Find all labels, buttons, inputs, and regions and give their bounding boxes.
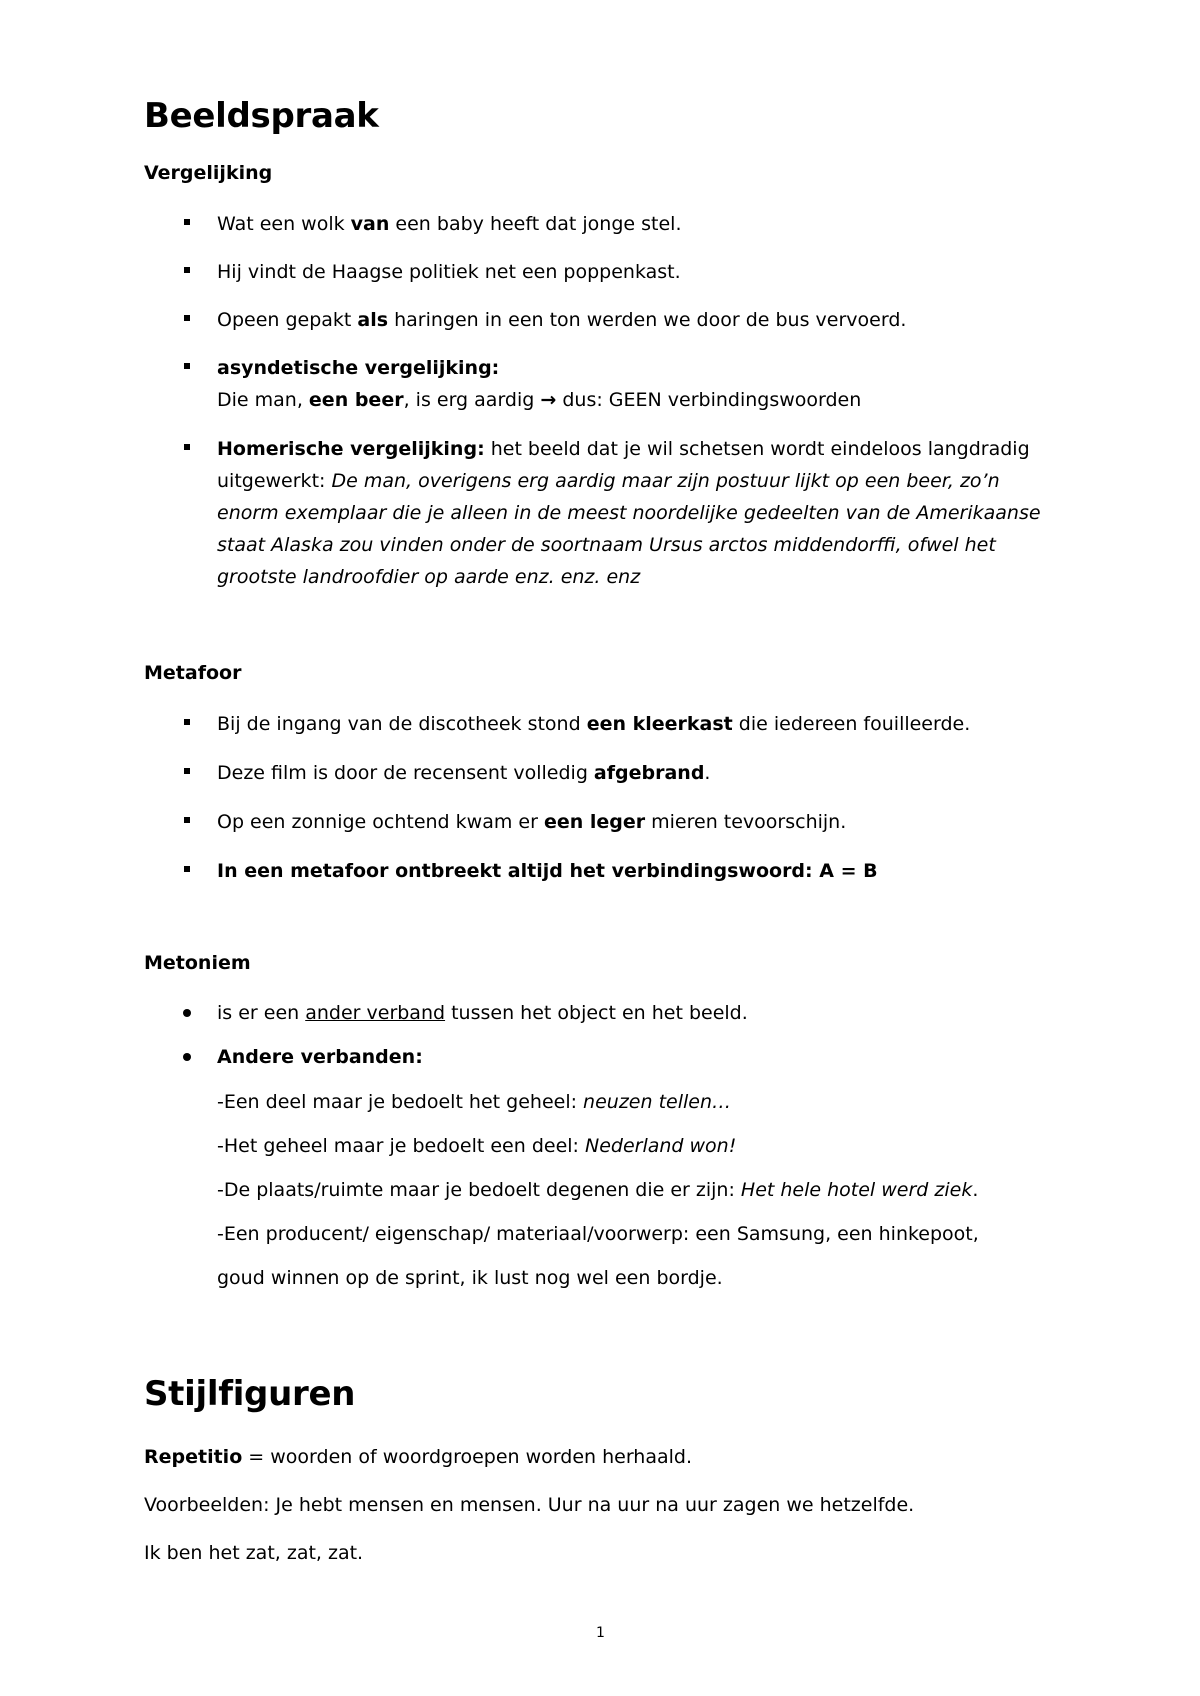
text: .	[972, 1179, 979, 1201]
text: Op een zonnige ochtend kwam er	[217, 811, 544, 833]
section-title-stijlfiguren: Stijlfiguren	[144, 1374, 356, 1414]
emphasis: Andere verbanden:	[217, 1046, 423, 1068]
emphasis: van	[350, 213, 390, 235]
list-item	[217, 209, 682, 239]
list-item	[217, 709, 970, 739]
paragraph-line: Ik ben het zat, zat, zat.	[144, 1542, 364, 1564]
list-item	[217, 856, 878, 886]
text: Opeen gepakt	[217, 309, 358, 331]
list-item	[217, 758, 710, 788]
arrow-right-icon: →	[540, 389, 557, 411]
list-item-line	[217, 562, 640, 592]
heading-metafoor: Metafoor	[144, 662, 242, 684]
sub-item	[217, 1175, 978, 1205]
text: Wat een wolk	[217, 213, 351, 235]
list-item	[217, 1042, 423, 1072]
bullet-square-icon	[184, 817, 190, 823]
definition: = woorden of woordgroepen worden herhaald.	[242, 1446, 693, 1468]
bullet-square-icon	[184, 444, 190, 450]
sub-item	[217, 1131, 736, 1161]
definition-line	[144, 1442, 692, 1472]
italic-text: Het hele hotel werd ziek	[740, 1179, 973, 1201]
bullet-square-icon	[184, 363, 190, 369]
text: dus: GEEN verbindingswoorden	[556, 389, 862, 411]
italic-text: neuzen tellen…	[583, 1091, 731, 1113]
emphasis: In een metafoor ontbreekt altijd het verbindingswoord: A = B	[217, 860, 878, 882]
bullet-square-icon	[184, 866, 190, 872]
bullet-dot-icon	[183, 1053, 191, 1061]
italic-text: grootste landroofdier op aarde enz. enz. enz	[217, 566, 641, 588]
list-item-line	[217, 530, 996, 560]
italic-text: staat Alaska zou vinden onder de soortnaam Ursus arctos middendorffi, ofwel het	[217, 534, 996, 556]
text: -De plaats/ruimte maar je bedoelt degenen die er zijn:	[217, 1179, 741, 1201]
paragraph-line: Voorbeelden: Je hebt mensen en mensen. Uur na uur na uur zagen we hetzelfde.	[144, 1494, 915, 1516]
bullet-square-icon	[184, 315, 190, 321]
page-number: 1	[596, 1625, 605, 1641]
sub-item	[217, 1087, 731, 1117]
list-item-line	[217, 434, 1030, 464]
text: .	[704, 762, 711, 784]
text: mieren tevoorschijn.	[645, 811, 847, 833]
italic-text: De man, overigens erg aardig maar zijn postuur lijkt op een beer, zo’n	[331, 470, 1000, 492]
italic-text: enorm exemplaar die je alleen in de meest noordelijke gedeelten van de Amerikaanse	[217, 502, 1041, 524]
text: tussen het object en het beeld.	[445, 1002, 748, 1024]
sub-item: goud winnen op de sprint, ik lust nog wel een bordje.	[217, 1267, 723, 1289]
text: haringen in een ton werden we door de bus vervoerd.	[388, 309, 907, 331]
emphasis: afgebrand	[593, 762, 705, 784]
underlined-text: ander verband	[305, 1002, 446, 1024]
text: is er een	[217, 1002, 306, 1024]
list-item	[217, 998, 748, 1028]
list-item: Hij vindt de Haagse politiek net een poppenkast.	[217, 261, 681, 283]
list-item-label	[217, 353, 499, 383]
heading-metoniem: Metoniem	[144, 952, 251, 974]
italic-text: Nederland won!	[584, 1135, 737, 1157]
heading-vergelijking: Vergelijking	[144, 162, 273, 184]
emphasis: een leger	[543, 811, 646, 833]
bullet-square-icon	[184, 219, 190, 225]
text: -Het geheel maar je bedoelt een deel:	[217, 1135, 585, 1157]
term: Repetitio	[144, 1446, 243, 1468]
list-item	[217, 807, 846, 837]
emphasis: een beer	[308, 389, 404, 411]
bullet-square-icon	[184, 267, 190, 273]
bullet-square-icon	[184, 768, 190, 774]
list-item-line	[217, 498, 1041, 528]
bullet-dot-icon	[183, 1009, 191, 1017]
emphasis: als	[357, 309, 389, 331]
sub-item: -Een producent/ eigenschap/ materiaal/voorwerp: een Samsung, een hinkepoot,	[217, 1223, 979, 1245]
list-item-line	[217, 466, 1000, 496]
text: die iedereen fouilleerde.	[732, 713, 971, 735]
emphasis: asyndetische vergelijking:	[217, 357, 500, 379]
emphasis: Homerische vergelijking:	[217, 438, 485, 460]
emphasis: een kleerkast	[586, 713, 733, 735]
text: , is erg aardig	[403, 389, 541, 411]
text: een baby heeft dat jonge stel.	[389, 213, 682, 235]
text: het beeld dat je wil schetsen wordt eindeloos langdradig	[484, 438, 1030, 460]
text: Die man,	[217, 389, 309, 411]
section-title-beeldspraak: Beeldspraak	[144, 96, 379, 136]
text: uitgewerkt:	[217, 470, 332, 492]
list-item	[217, 305, 906, 335]
list-item-text	[217, 385, 861, 415]
bullet-square-icon	[184, 719, 190, 725]
text: -Een deel maar je bedoelt het geheel:	[217, 1091, 584, 1113]
text: Deze film is door de recensent volledig	[217, 762, 594, 784]
text: Bij de ingang van de discotheek stond	[217, 713, 587, 735]
